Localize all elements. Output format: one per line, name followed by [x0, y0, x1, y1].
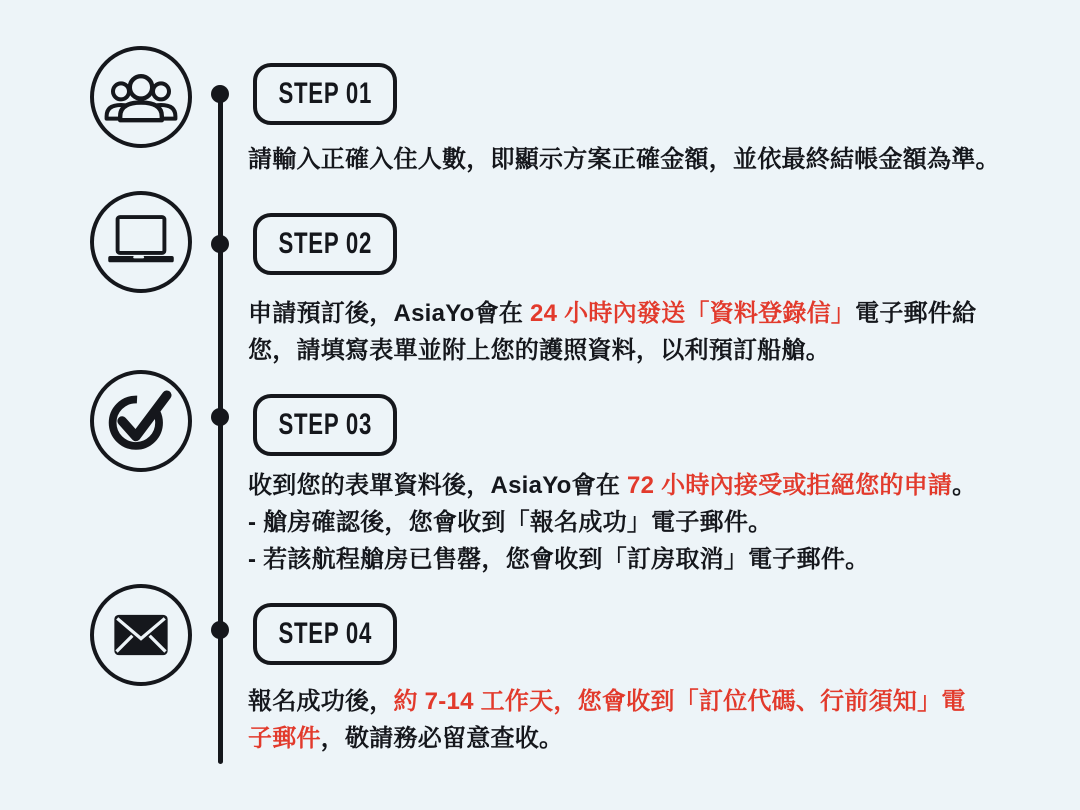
step-badge: [253, 213, 397, 275]
step-badge-label: STEP 04: [278, 617, 372, 650]
text-segment: 電子郵件給: [855, 300, 977, 327]
step-text-line: [248, 332, 1048, 369]
step-text-line: [248, 541, 1048, 578]
timeline-line: [218, 94, 223, 764]
text-segment: 申請預訂後，AsiaYo會在: [248, 300, 530, 327]
text-segment: - 若該航程艙房已售罄，您會收到「訂房取消」電子郵件。: [248, 546, 870, 573]
step-text-line: [248, 295, 1048, 332]
step-description: [248, 467, 1048, 578]
check-circle-icon: [90, 370, 192, 472]
timeline-dot: [211, 408, 229, 426]
step-text-line: [248, 683, 1048, 720]
step-description: [248, 683, 1048, 757]
people-group-icon: [90, 46, 192, 148]
text-segment: - 艙房確認後，您會收到「報名成功」電子郵件。: [248, 509, 773, 536]
step-description: [248, 295, 1048, 369]
laptop-icon: [90, 191, 192, 293]
step-text-line: [248, 504, 1048, 541]
text-segment: ，敬請務必留意查收。: [320, 725, 564, 752]
text-segment: 請輸入正確入住人數，即顯示方案正確金額，並依最終結帳金額為準。: [248, 146, 1000, 173]
timeline-dot: [211, 621, 229, 639]
highlighted-text-segment: 約 7-14 工作天，您會收到「訂位代碼、行前須知」電: [393, 688, 966, 715]
step-text-line: [248, 467, 1048, 504]
step-badge-label: STEP 02: [278, 227, 372, 260]
text-segment: 報名成功後，: [248, 688, 394, 715]
step-description: [248, 141, 1048, 178]
mail-icon: [90, 584, 192, 686]
highlighted-text-segment: 24 小時內發送「資料登錄信」: [530, 300, 856, 327]
step-text-line: [248, 720, 1048, 757]
text-segment: 。: [952, 472, 977, 499]
step-badge: [253, 603, 397, 665]
timeline-dot: [211, 85, 229, 103]
step-badge-label: STEP 01: [278, 77, 372, 110]
step-badge: [253, 394, 397, 456]
text-segment: 您，請填寫表單並附上您的護照資料，以利預訂船艙。: [248, 337, 830, 364]
highlighted-text-segment: 72 小時內接受或拒絕您的申請: [627, 472, 953, 499]
step-badge: [253, 63, 397, 125]
step-text-line: [248, 141, 1048, 178]
highlighted-text-segment: 子郵件: [248, 725, 321, 752]
timeline-dot: [211, 235, 229, 253]
text-segment: 收到您的表單資料後，AsiaYo會在: [248, 472, 627, 499]
step-badge-label: STEP 03: [278, 408, 372, 441]
